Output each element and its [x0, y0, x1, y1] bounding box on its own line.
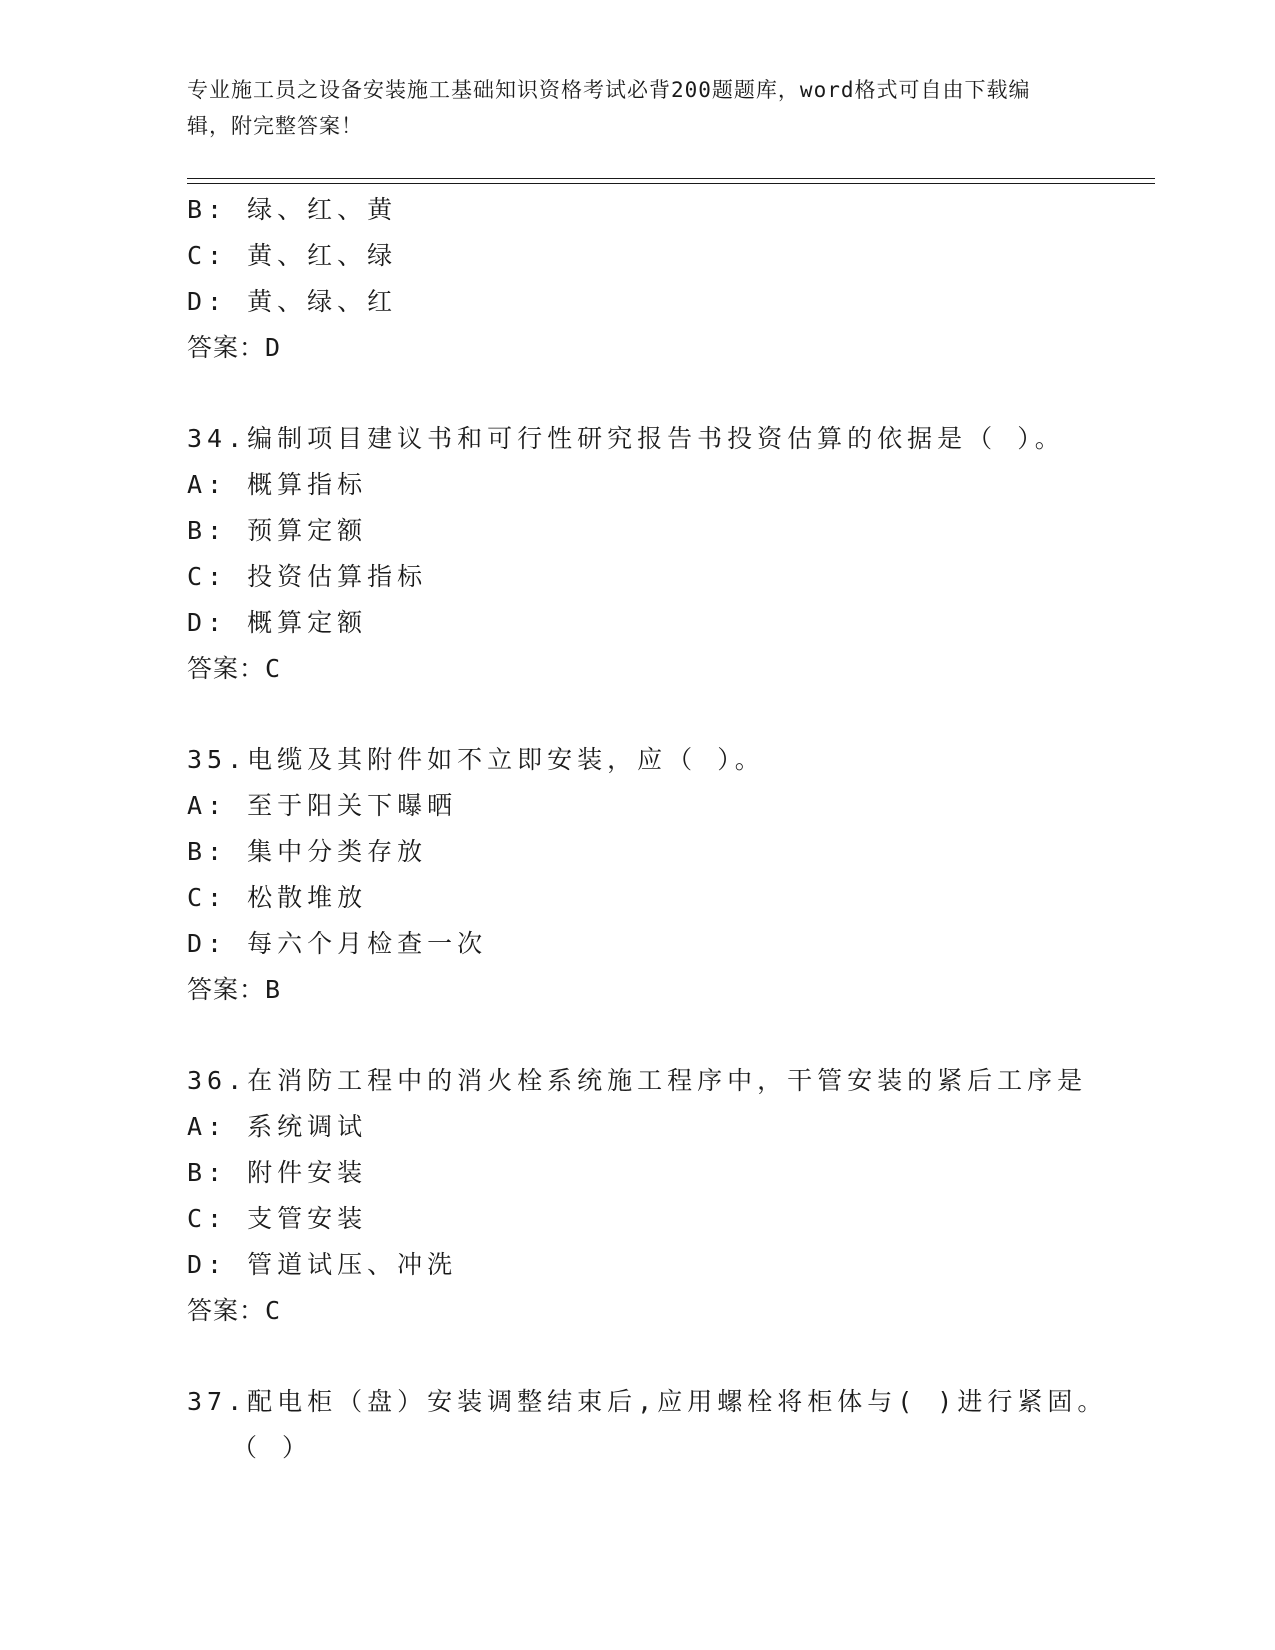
option-a: A: 概算指标	[187, 470, 368, 499]
option-c: C: 松散堆放	[187, 883, 368, 912]
option-d: D: 黄、绿、红	[187, 287, 398, 316]
option-b: B: 集中分类存放	[187, 837, 428, 866]
option-a: A: 系统调试	[187, 1112, 368, 1141]
question-text: 35.电缆及其附件如不立即安装，应（ ）。	[187, 745, 765, 774]
option-c: C: 支管安装	[187, 1204, 368, 1233]
document-header-title: 专业施工员之设备安装施工基础知识资格考试必背200题题库，word格式可自由下载编辑，附完整答案！	[187, 78, 1031, 138]
question-block-37	[187, 1379, 1108, 1471]
option-b: B: 附件安装	[187, 1158, 368, 1187]
option-c: C: 黄、红、绿	[187, 241, 398, 270]
question-text: 36.在消防工程中的消火栓系统施工程序中，干管安装的紧后工序是	[187, 1066, 1088, 1095]
option-d: D: 概算定额	[187, 608, 368, 637]
answer-line: 答案：D	[187, 333, 282, 362]
question-text: 37.配电柜（盘）安装调整结束后,应用螺栓将柜体与( )进行紧固。（ ）	[187, 1387, 1108, 1462]
option-b: B: 绿、红、黄	[187, 195, 398, 224]
option-c: C: 投资估算指标	[187, 562, 428, 591]
option-a: A: 至于阳关下曝晒	[187, 791, 458, 820]
answer-line: 答案：C	[187, 654, 282, 683]
question-text: 34.编制项目建议书和可行性研究报告书投资估算的依据是（ ）。	[187, 424, 1065, 453]
header-divider-bottom	[187, 183, 1155, 184]
question-block-35	[187, 737, 1087, 1013]
question-block-33	[187, 187, 1087, 371]
option-d: D: 每六个月检查一次	[187, 929, 488, 958]
answer-line: 答案：B	[187, 975, 282, 1004]
option-d: D: 管道试压、冲洗	[187, 1250, 458, 1279]
answer-line: 答案：C	[187, 1296, 282, 1325]
question-content	[187, 187, 1108, 1471]
question-block-34	[187, 416, 1087, 692]
header-divider-top	[187, 178, 1155, 179]
option-b: B: 预算定额	[187, 516, 368, 545]
question-block-36	[187, 1058, 1087, 1334]
